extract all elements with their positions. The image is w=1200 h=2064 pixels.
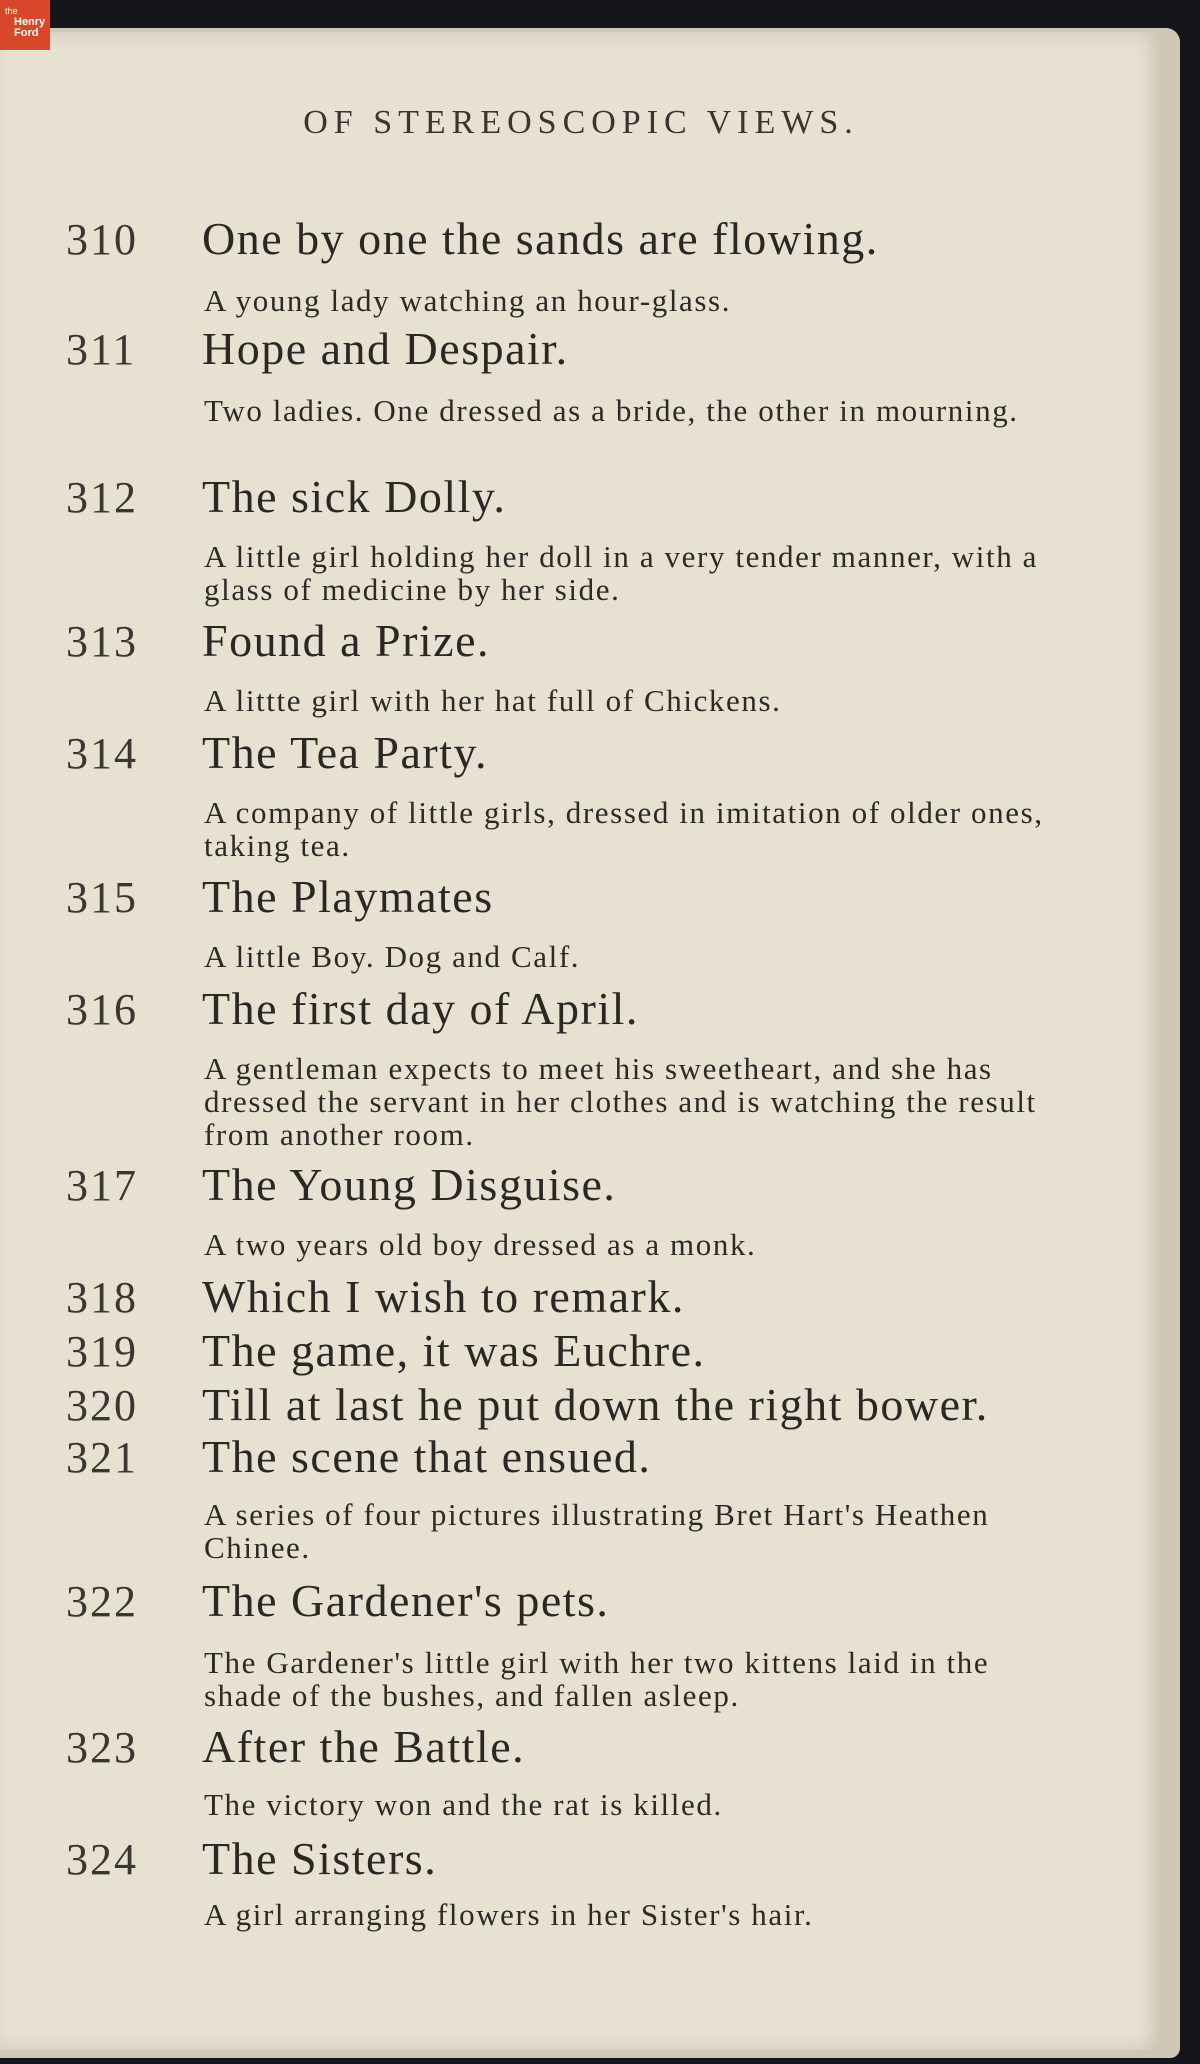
- entry-description: A littte girl with her hat full of Chickens.: [204, 683, 782, 718]
- entry-number: 320: [66, 1381, 138, 1430]
- entry-title: Which I wish to remark.: [202, 1271, 685, 1322]
- logo-line-henry: Henry: [14, 16, 46, 28]
- entry-title: The scene that ensued.: [202, 1431, 652, 1482]
- entry-number: 319: [66, 1327, 138, 1376]
- entry-number: 323: [66, 1723, 138, 1772]
- entry-number: 316: [66, 985, 138, 1034]
- entry-number: 312: [66, 473, 138, 522]
- entry-title: Hope and Despair.: [202, 323, 569, 374]
- entry-title: The sick Dolly.: [202, 471, 507, 522]
- entry-description: A two years old boy dressed as a monk.: [204, 1227, 757, 1262]
- entry-number: 318: [66, 1273, 138, 1322]
- entry-title: The game, it was Euchre.: [202, 1325, 706, 1376]
- entry-description: Two ladies. One dressed as a bride, the other in mourning.: [204, 393, 1019, 428]
- entry-number: 314: [66, 729, 138, 778]
- catalog-page: [0, 32, 1162, 2050]
- entry-number: 315: [66, 873, 138, 922]
- entry-description: The victory won and the rat is killed.: [204, 1787, 723, 1822]
- entry-title: The Tea Party.: [202, 727, 489, 778]
- entry-number: 310: [66, 215, 138, 264]
- entry-number: 313: [66, 617, 138, 666]
- entry-description: A series of four pictures illustrating Bret Hart's Heathen Chinee.: [204, 1497, 990, 1565]
- logo-line-ford: Ford: [14, 27, 39, 39]
- entry-title: The Young Disguise.: [202, 1159, 617, 1210]
- logo-line-the: the: [5, 6, 18, 16]
- entry-description: The Gardener's little girl with her two kittens laid in the shade of the bushes, and fallen asleep.: [204, 1645, 990, 1713]
- entry-number: 317: [66, 1161, 138, 1210]
- entry-number: 321: [66, 1433, 138, 1482]
- entry-number: 322: [66, 1577, 138, 1626]
- entry-number: 311: [66, 325, 137, 374]
- entry-title: The Playmates: [202, 871, 494, 922]
- entry-description: A young lady watching an hour-glass.: [204, 283, 732, 318]
- entry-title: Till at last he put down the right bower.: [202, 1379, 989, 1430]
- entry-title: One by one the sands are flowing.: [202, 213, 879, 264]
- entry-description: A little Boy. Dog and Calf.: [204, 939, 581, 974]
- entry-description: A company of little girls, dressed in imitation of older ones, taking tea.: [204, 795, 1044, 863]
- entry-description: A girl arranging flowers in her Sister's hair.: [204, 1897, 814, 1932]
- entry-title: The Gardener's pets.: [202, 1575, 610, 1626]
- henry-ford-logo: [0, 0, 50, 50]
- entry-title: After the Battle.: [202, 1721, 526, 1772]
- entry-title: The Sisters.: [202, 1833, 438, 1884]
- entry-description: A little girl holding her doll in a very tender manner, with a glass of medicine by her side.: [204, 539, 1039, 607]
- entry-title: The first day of April.: [202, 983, 639, 1034]
- entry-number: 324: [66, 1835, 138, 1884]
- entry-description: A gentleman expects to meet his sweetheart, and she has dressed the servant in her clothes and is watching the result from another room.: [204, 1051, 1037, 1152]
- entry-title: Found a Prize.: [202, 615, 491, 666]
- page-header: OF STEREOSCOPIC VIEWS.: [303, 104, 859, 141]
